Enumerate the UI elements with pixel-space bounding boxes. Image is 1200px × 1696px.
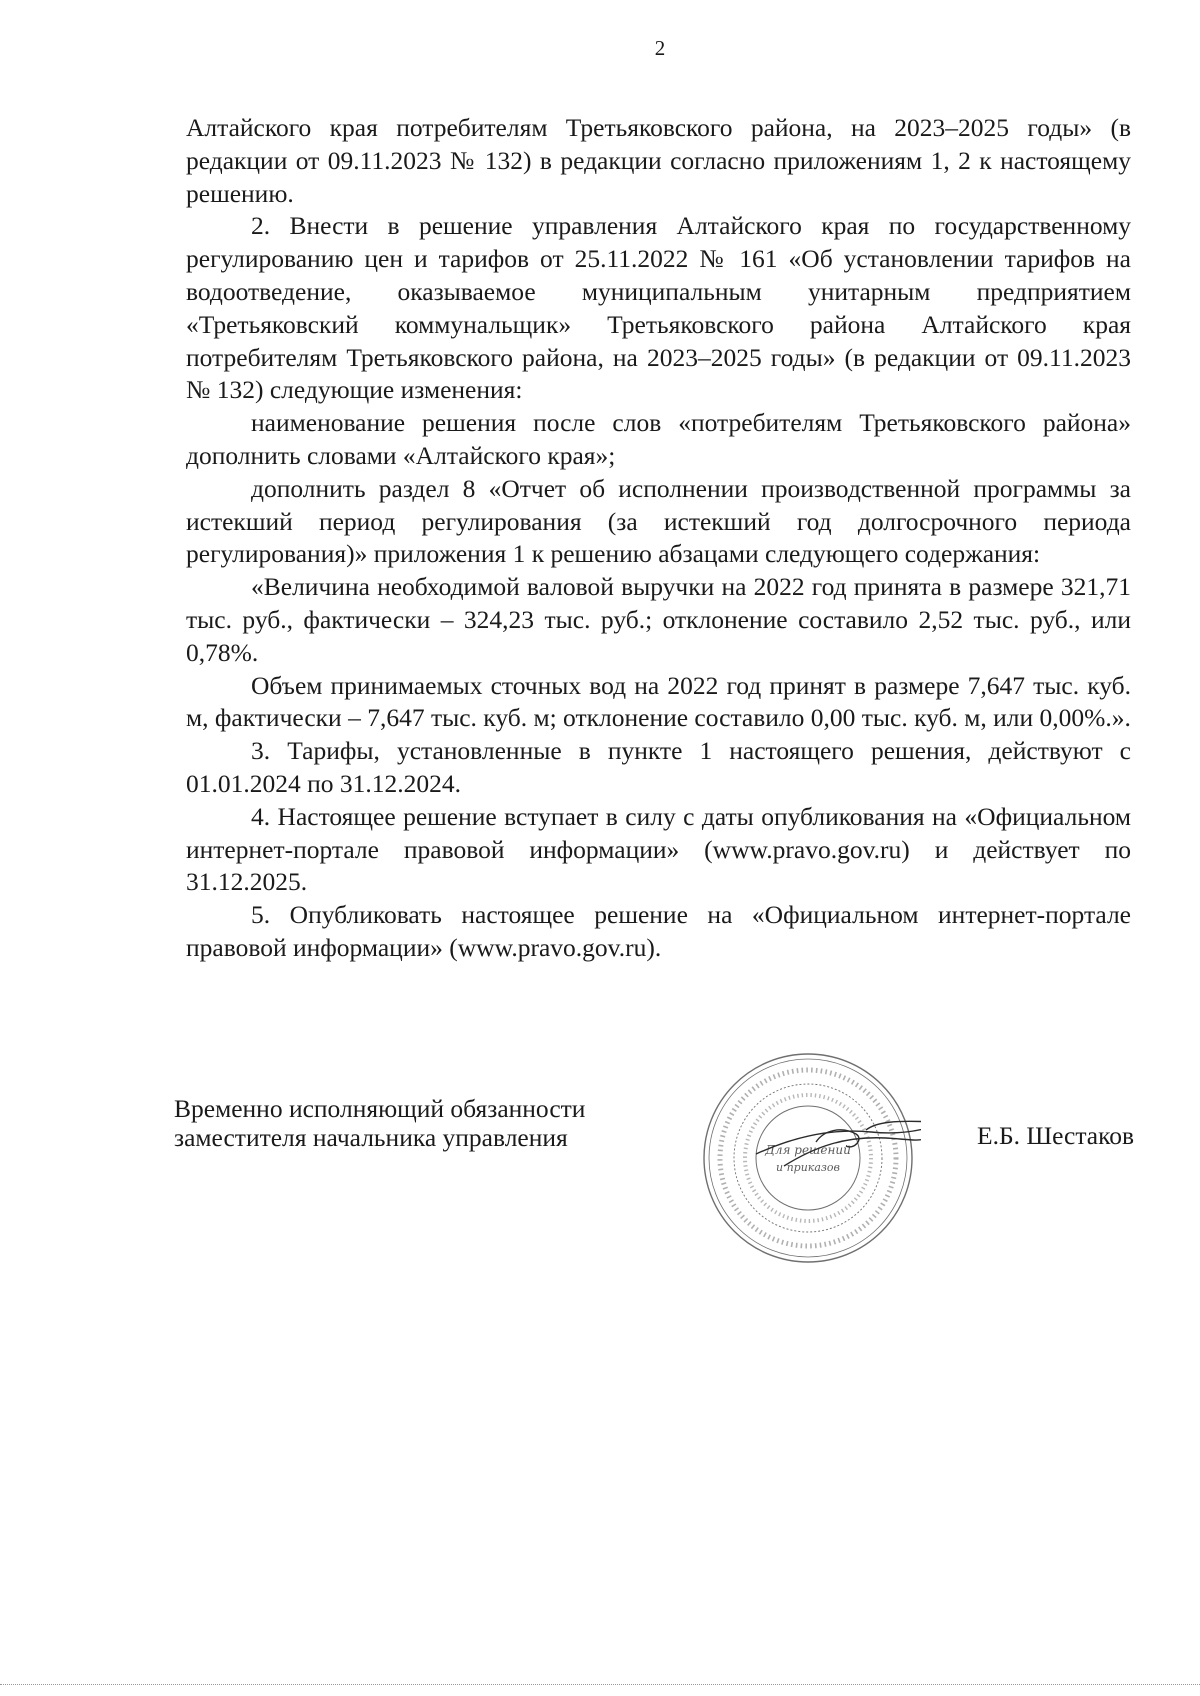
- document-body: [186, 112, 1131, 965]
- signatory-title-line: заместителя начальника управления: [174, 1123, 568, 1152]
- paragraph: Объем принимаемых сточных вод на 2022 год принят в размере 7,647 тыс. куб. м, фактически – 7,647 тыс. куб. м; отклонение составило 0,00 тыс. куб. м, или 0,00%.».: [186, 670, 1131, 733]
- page-number: 2: [654, 36, 666, 60]
- signatory-name: Е.Б. Шестаков: [977, 1121, 1134, 1150]
- paragraph: Алтайского края потребителям Третьяковского района, на 2023–2025 годы» (в редакции от 09.11.2023 № 132) в редакции согласно приложениям 1, 2 к настоящему решению.: [186, 113, 1131, 208]
- paragraph: наименование решения после слов «потребителям Третьяковского района» дополнить словами «Алтайского края»;: [186, 408, 1131, 470]
- paragraph: 2. Внести в решение управления Алтайского края по государственному регулированию цен и тарифов от 25.11.2022 № 161 «Об установлении тарифов на водоотведение, оказываемое муниципальным унитарным предприятием «Третьяковский коммунальщик» Третьяковского района Алтайского края потребителям Третьяковского района, на 2023–2025 годы» (в редакции от 09.11.2023 № 132) следующие изменения:: [186, 211, 1131, 405]
- signatory-title: [174, 1094, 694, 1152]
- paragraph: 4. Настоящее решение вступает в силу с даты опубликования на «Официальном интернет-портале правовой информации» (www.pravo.gov.ru) и действует по 31.12.2025.: [186, 801, 1131, 897]
- scan-edge-line: [0, 1684, 1200, 1685]
- paragraph: 3. Тарифы, установленные в пункте 1 настоящего решения, действуют с 01.01.2024 по 31.12.2024.: [186, 736, 1131, 798]
- official-seal-stamp: [696, 1046, 921, 1271]
- seal-inner-text: и приказов: [776, 1161, 840, 1174]
- signature-block: [174, 1094, 1134, 1274]
- paragraph: 5. Опубликовать настоящее решение на «Официальном интернет-портале правовой информации» (www.pravo.gov.ru).: [186, 900, 1131, 962]
- paragraph: дополнить раздел 8 «Отчет об исполнении производственной программы за истекший период регулирования (за истекший год долгосрочного периода регулирования)» приложения 1 к решению абзацами следующего содержания:: [186, 473, 1131, 569]
- signatory-title-line: Временно исполняющий обязанности: [174, 1094, 586, 1123]
- paragraph: «Величина необходимой валовой выручки на 2022 год принята в размере 321,71 тыс. руб., фактически – 324,23 тыс. руб.; отклонение составило 2,52 тыс. руб., или 0,78%.: [186, 572, 1131, 667]
- seal-inner-text: Для решений: [765, 1143, 851, 1157]
